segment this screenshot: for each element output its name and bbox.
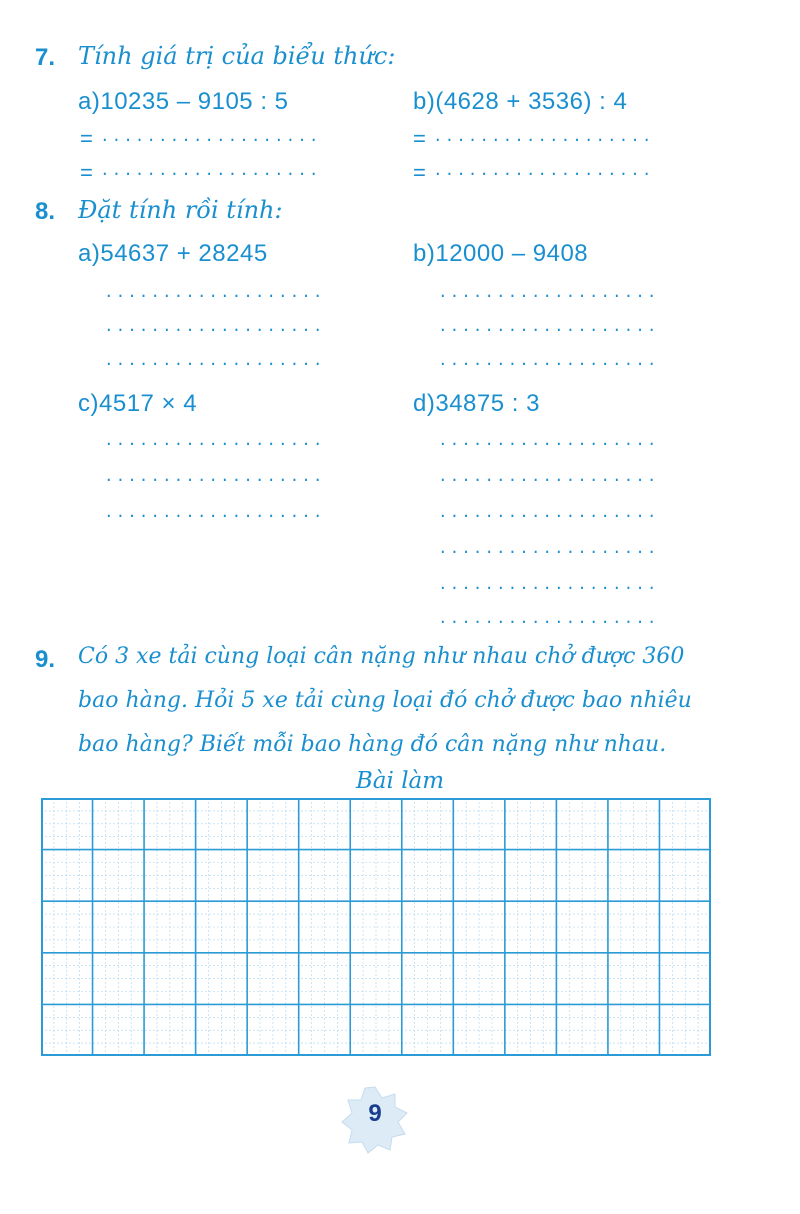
q8-title: Đặt tính rồi tính: [78, 196, 283, 224]
q8d [413, 390, 540, 418]
q8a-expression: 54637 + 28245 [100, 240, 268, 267]
q8d-work-line-1[interactable]: ................... [438, 432, 659, 450]
q8d-work-line-6[interactable]: ................... [438, 610, 659, 628]
q7b-eq-1: = [413, 126, 426, 151]
q8b-work-line-1[interactable]: ................... [438, 284, 659, 302]
answer-grid[interactable] [41, 798, 711, 1056]
q8a-work-line-1[interactable]: ................... [104, 284, 325, 302]
q7a-label: a) [78, 88, 101, 115]
q9-problem-text: Có 3 xe tải cùng loại cân nặng như nhau chở được 360 bao hàng. Hỏi 5 xe tải cùng loại đó chở được bao nhiêu bao hàng? Biết mỗi bao hàng đó cân nặng như nhau. [78, 644, 692, 757]
q7-title: Tính giá trị của biểu thức: [78, 42, 396, 70]
q7b-expression: (4628 + 3536) : 4 [435, 88, 628, 115]
q8b-expression: 12000 – 9408 [435, 240, 589, 267]
q7b [413, 88, 627, 116]
q8b-label: b) [413, 240, 436, 267]
q7a-eq-1: = [80, 126, 93, 151]
q7a [78, 88, 289, 116]
q8d-expression: 34875 : 3 [435, 390, 540, 417]
q8c [78, 390, 197, 418]
q8-number: 8. [35, 198, 56, 225]
q8c-work-line-2[interactable]: ................... [104, 468, 325, 486]
q8c-work-line-1[interactable]: ................... [104, 432, 325, 450]
q8d-work-line-4[interactable]: ................... [438, 540, 659, 558]
q7b-answer-line-2[interactable]: ................... [433, 162, 654, 180]
q8a-work-line-3[interactable]: ................... [104, 352, 325, 370]
q7a-answer-line-2[interactable]: ................... [100, 162, 321, 180]
q8c-label: c) [78, 390, 99, 417]
q7b-label: b) [413, 88, 436, 115]
q8a-work-line-2[interactable]: ................... [104, 318, 325, 336]
q8c-expression: 4517 × 4 [99, 390, 198, 417]
q9-number: 9. [35, 646, 56, 673]
q8c-work-line-3[interactable]: ................... [104, 504, 325, 522]
q8d-work-line-2[interactable]: ................... [438, 468, 659, 486]
q8b-work-line-3[interactable]: ................... [438, 352, 659, 370]
q8d-work-line-5[interactable]: ................... [438, 576, 659, 594]
q7b-answer-line-1[interactable]: ................... [433, 128, 654, 146]
q8b-work-line-2[interactable]: ................... [438, 318, 659, 336]
q8a [78, 240, 268, 268]
q7b-eq-2: = [413, 160, 426, 185]
q7a-expression: 10235 – 9105 : 5 [100, 88, 289, 115]
q8b [413, 240, 588, 268]
q7-number: 7. [35, 44, 56, 71]
q8a-label: a) [78, 240, 101, 267]
q9-work-label: Bài làm [355, 768, 445, 794]
page-number: 9 [368, 1100, 382, 1127]
q8d-label: d) [413, 390, 436, 417]
q7a-eq-2: = [80, 160, 93, 185]
q7a-answer-line-1[interactable]: ................... [100, 128, 321, 146]
q8d-work-line-3[interactable]: ................... [438, 504, 659, 522]
